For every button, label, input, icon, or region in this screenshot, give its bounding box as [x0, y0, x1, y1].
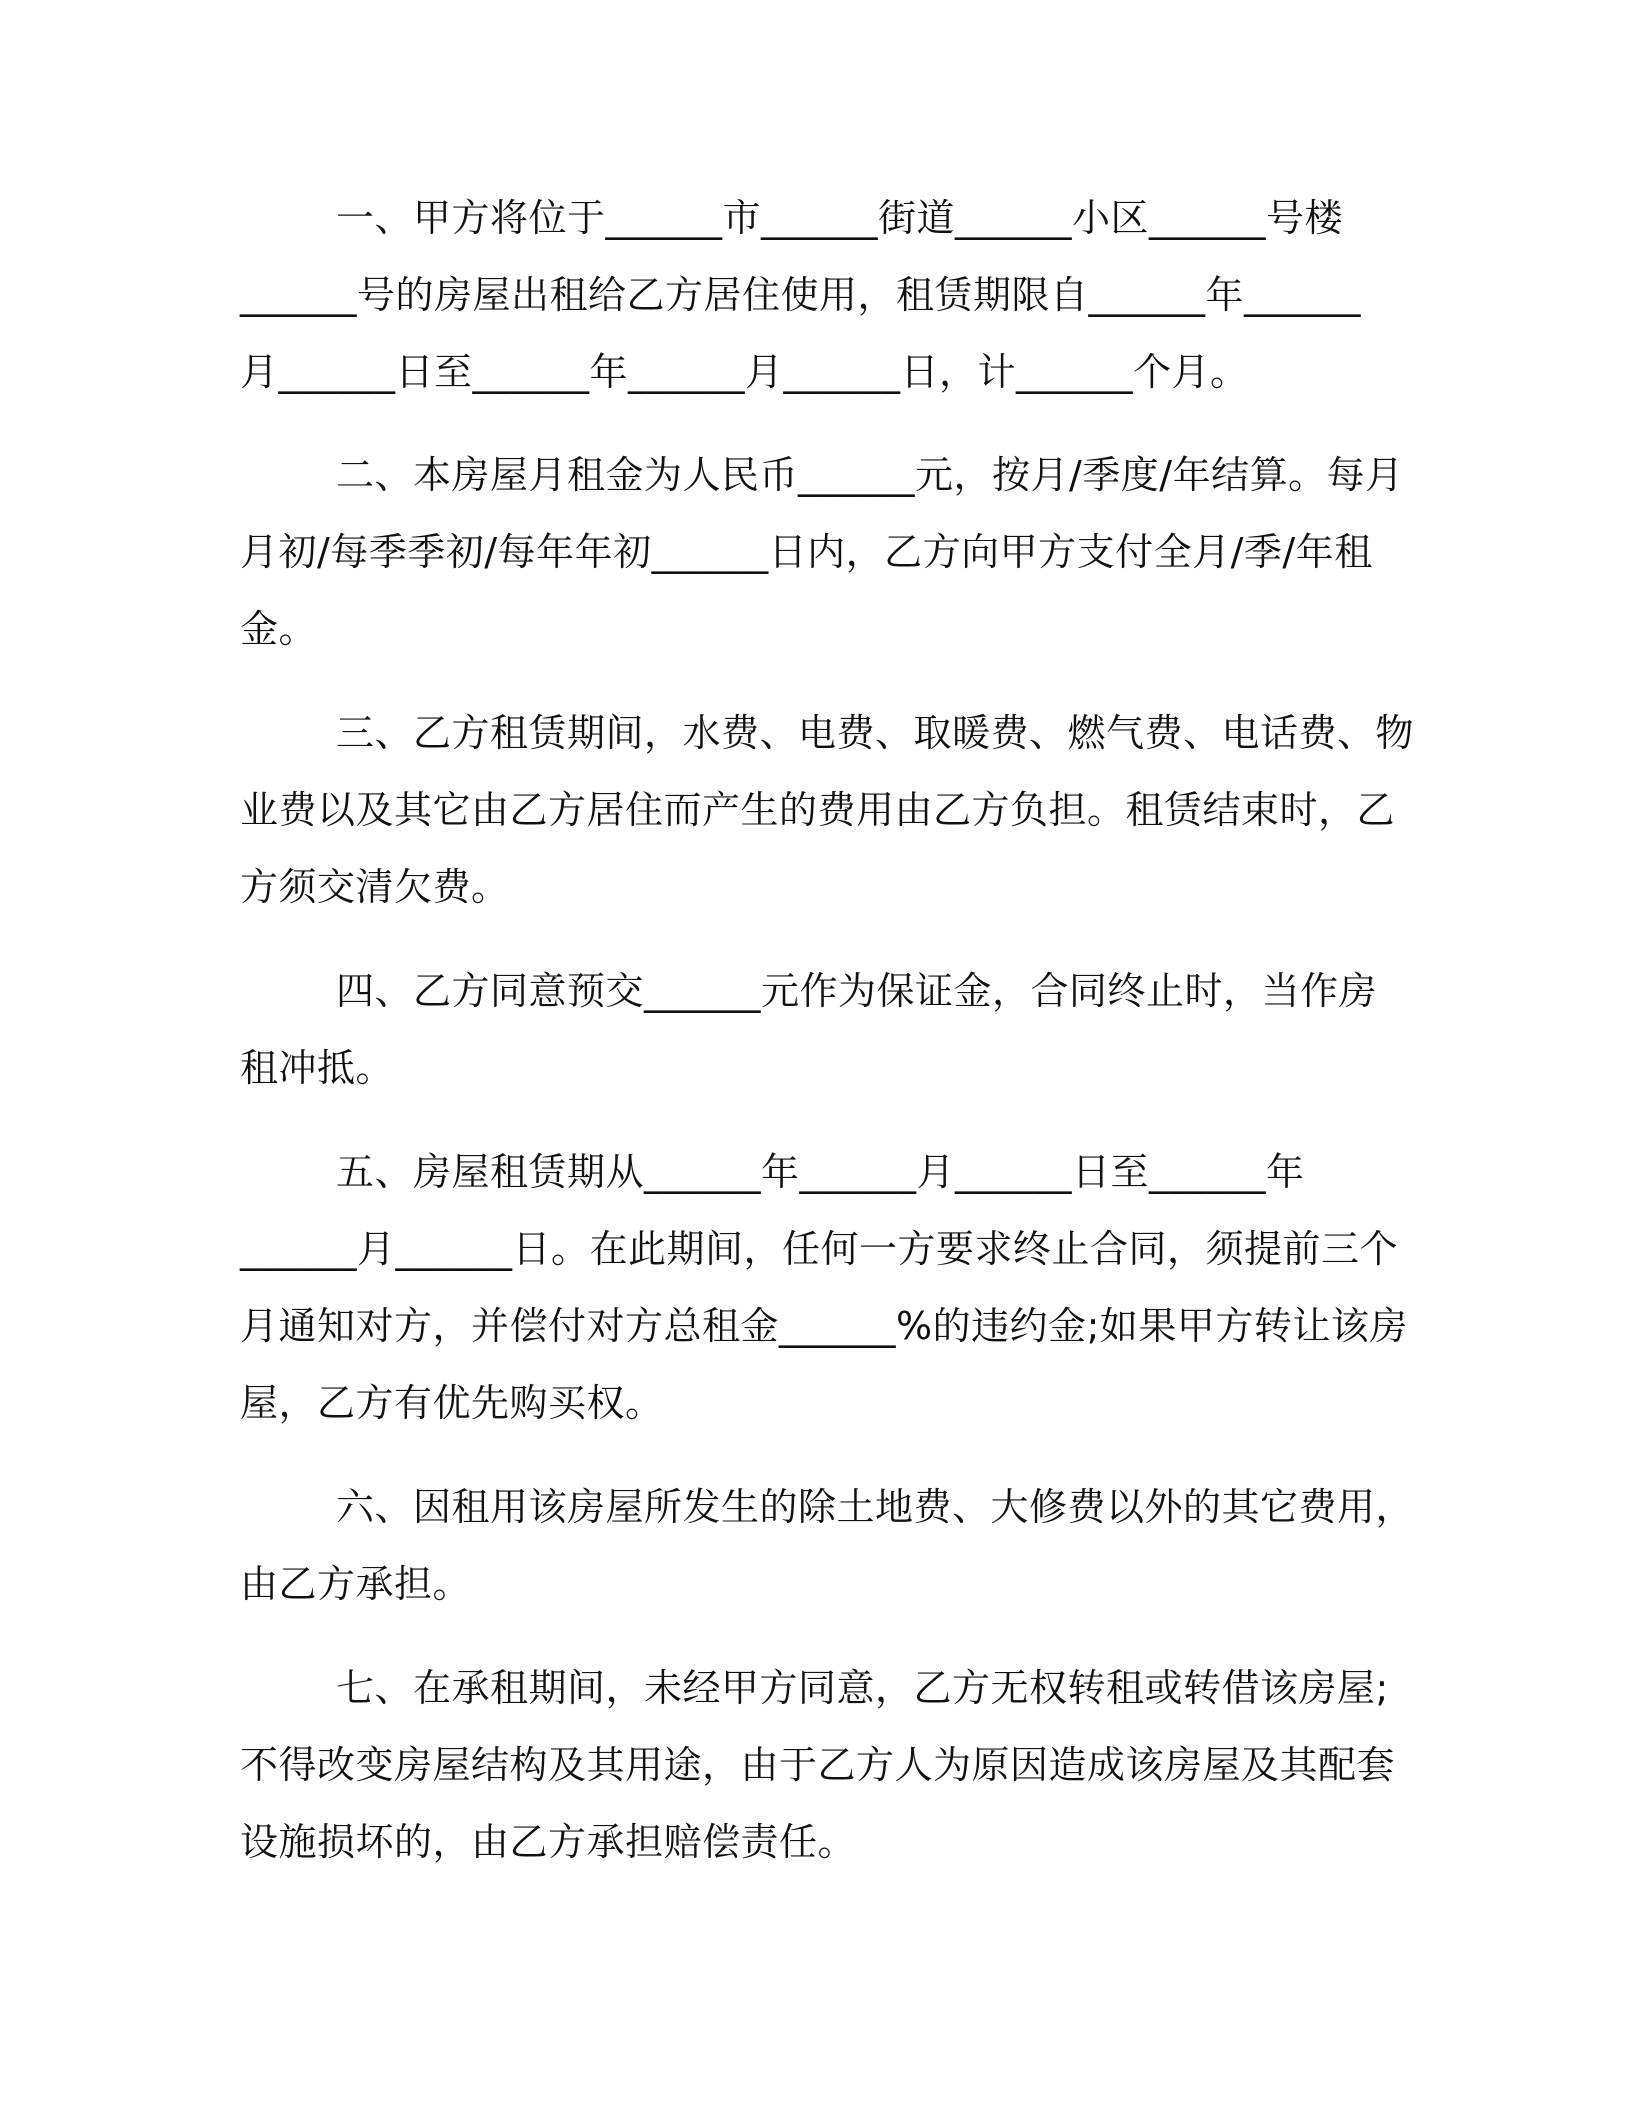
clause-4	[240, 953, 1390, 1107]
clause-line: 由乙方承担。	[240, 1562, 472, 1606]
clause-line: 七、在承租期间，未经甲方同意，乙方无权转租或转借该房屋;	[336, 1666, 1389, 1710]
clause-line: 方须交清欠费。	[240, 865, 510, 909]
clause-line: 设施损坏的，由乙方承担赔偿责任。	[240, 1820, 857, 1864]
clause-line: 一、甲方将位于______市______街道______小区______号楼	[336, 196, 1344, 240]
clause-3	[240, 695, 1415, 926]
clause-line: 业费以及其它由乙方居住而产生的费用由乙方负担。租赁结束时，乙	[240, 788, 1396, 832]
clause-line: 六、因租用该房屋所发生的除土地费、大修费以外的其它费用，	[336, 1485, 1415, 1529]
clause-line: 金。	[240, 607, 318, 651]
clause-line: ______号的房屋出租给乙方居住使用，租赁期限自______年______	[240, 273, 1362, 317]
clause-line: 不得改变房屋结构及其用途，由于乙方人为原因造成该房屋及其配套	[240, 1743, 1396, 1787]
clause-line: 三、乙方租赁期间，水费、电费、取暖费、燃气费、电话费、物	[336, 711, 1415, 755]
clause-line: 屋，乙方有优先购买权。	[240, 1381, 664, 1425]
clause-line: 四、乙方同意预交______元作为保证金，合同终止时，当作房	[336, 969, 1378, 1013]
clause-line: 五、房屋租赁期从______年______月______日至______年	[336, 1150, 1305, 1194]
clause-5	[240, 1134, 1408, 1442]
clause-line: 月______日至______年______月______日，计______个月。	[240, 350, 1249, 394]
clause-7	[240, 1650, 1396, 1881]
clause-line: 租冲抵。	[240, 1046, 395, 1090]
clause-2	[240, 437, 1404, 668]
clause-line: 月初/每季季初/每年年初______日内，乙方向甲方支付全月/季/年租	[240, 530, 1373, 574]
clause-1	[240, 180, 1390, 411]
clause-line: 二、本房屋月租金为人民币______元，按月/季度/年结算。每月	[336, 453, 1404, 497]
clause-6	[240, 1469, 1415, 1623]
clause-line: ______月______日。在此期间，任何一方要求终止合同，须提前三个	[240, 1227, 1399, 1271]
clause-line: 月通知对方，并偿付对方总租金______%的违约金;如果甲方转让该房	[240, 1304, 1408, 1348]
